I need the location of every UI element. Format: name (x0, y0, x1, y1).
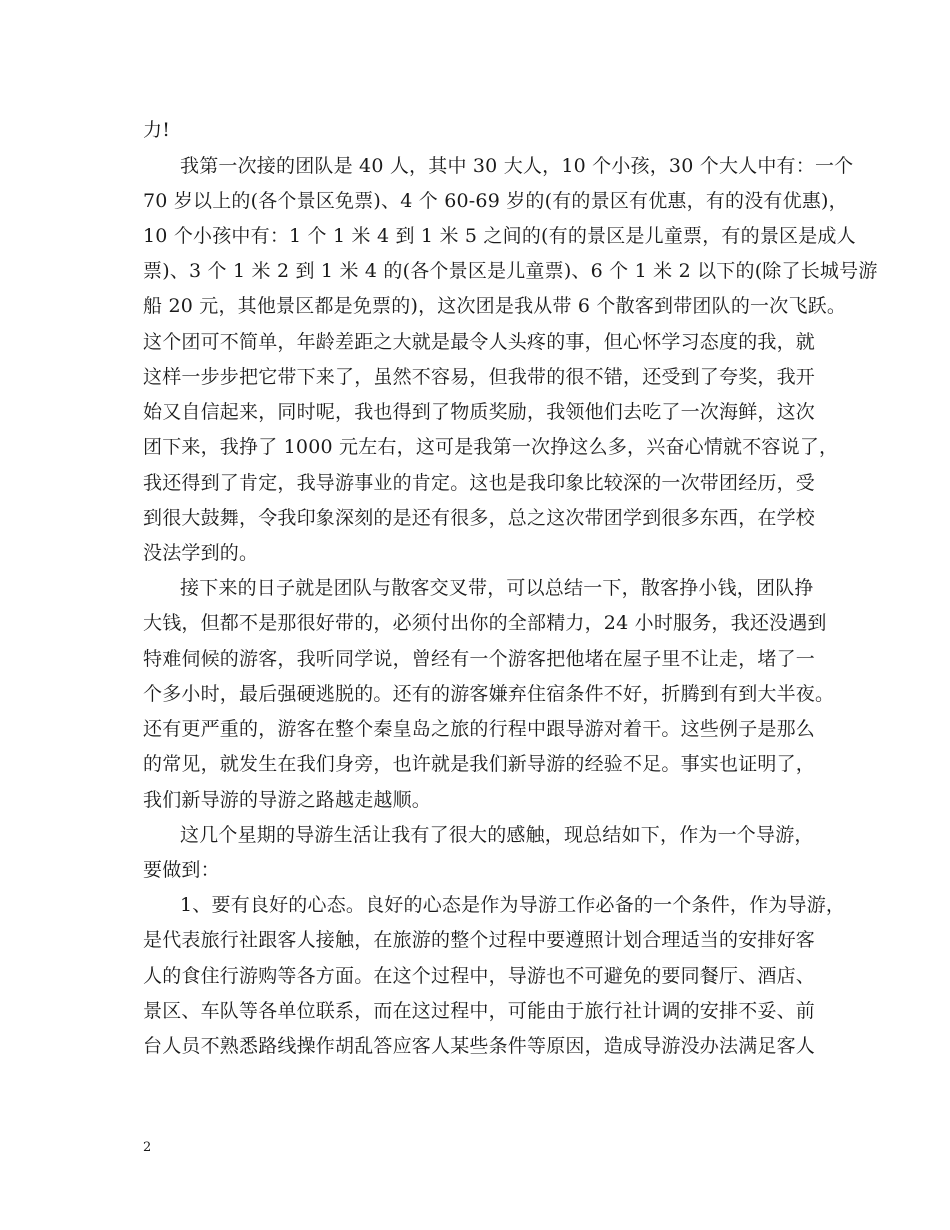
text-line: 70 岁以上的(各个景区免票)、4 个 60-69 岁的(有的景区有优惠，有的没有优惠)， (143, 190, 848, 212)
paragraph-first-line: 我第一次接的团队是 40 人，其中 30 大人，10 个小孩，30 个大人中有：一个 (180, 155, 854, 177)
text-line: 还有更严重的，游客在整个秦皇岛之旅的行程中跟导游对着干。这些例子是那么 (143, 718, 816, 740)
text-line: 特难伺候的游客，我听同学说，曾经有一个游客把他堵在屋子里不让走，堵了一 (143, 648, 816, 670)
text-line: 的常见，就发生在我们身旁，也许就是我们新导游的经验不足。事实也证明了， (143, 753, 816, 775)
paragraph-first-line: 这几个星期的导游生活让我有了很大的感触，现总结如下，作为一个导游， (180, 824, 814, 846)
text-line: 景区、车队等各单位联系，而在这过程中，可能由于旅行社计调的安排不妥、前 (143, 1000, 816, 1022)
text-line: 没法学到的。 (143, 542, 259, 564)
text-line: 要做到： (143, 859, 220, 881)
text-line: 团下来，我挣了 1000 元左右，这可是我第一次挣这么多，兴奋心情就不容说了， (143, 436, 839, 458)
text-line: 大钱，但都不是那很好带的，必须付出你的全部精力，24 小时服务，我还没遇到 (143, 612, 827, 634)
text-line: 这样一步步把它带下来了，虽然不容易，但我带的很不错，还受到了夸奖，我开 (143, 366, 816, 388)
text-line: 力! (143, 119, 171, 141)
text-line: 个多小时，最后强硬逃脱的。还有的游客嫌弃住宿条件不好，折腾到有到大半夜。 (143, 683, 835, 705)
text-line: 到很大鼓舞，令我印象深刻的是还有很多，总之这次带团学到很多东西，在学校 (143, 507, 816, 529)
paragraph-first-line: 接下来的日子就是团队与散客交叉带，可以总结一下，散客挣小钱，团队挣 (180, 577, 814, 599)
text-line: 始又自信起来，同时呢，我也得到了物质奖励，我领他们去吃了一次海鲜，这次 (143, 401, 816, 423)
text-line: 台人员不熟悉路线操作胡乱答应客人某些条件等原因，造成导游没办法满足客人 (143, 1035, 816, 1057)
text-line: 我们新导游的导游之路越走越顺。 (143, 789, 432, 811)
text-line: 人的食住行游购等各方面。在这个过程中，导游也不可避免的要同餐厅、酒店、 (143, 965, 816, 987)
text-line: 这个团可不简单，年龄差距之大就是最令人头疼的事，但心怀学习态度的我，就 (143, 331, 816, 353)
text-line: 我还得到了肯定，我导游事业的肯定。这也是我印象比较深的一次带团经历，受 (143, 472, 816, 494)
text-line: 10 个小孩中有：1 个 1 米 4 到 1 米 5 之间的(有的景区是儿童票，有的景区是成人 (143, 225, 856, 247)
page-number: 2 (143, 1140, 152, 1155)
paragraph-first-line: 1、要有良好的心态。良好的心态是作为导游工作必备的一个条件，作为导游， (180, 894, 846, 916)
text-line: 票)、3 个 1 米 2 到 1 米 4 的(各个景区是儿童票)、6 个 1 米 2 以下的(除了长城号游 (143, 260, 878, 282)
text-line: 船 20 元，其他景区都是免票的)，这次团是我从带 6 个散客到带团队的一次飞跃。 (143, 295, 847, 317)
text-line: 是代表旅行社跟客人接触，在旅游的整个过程中要遵照计划合理适当的安排好客 (143, 929, 816, 951)
